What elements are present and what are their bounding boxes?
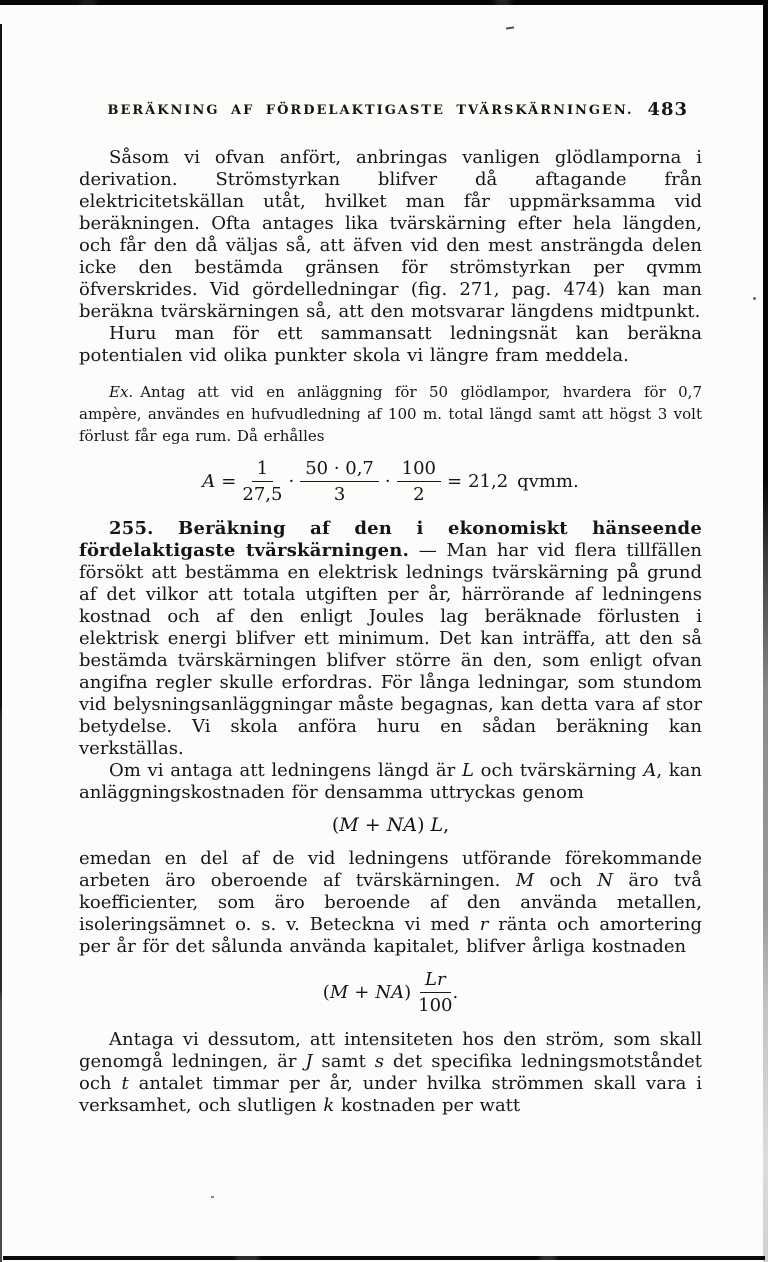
text-segment: Antaga vi dessutom, att intensiteten hos den ström, som skall genomgå ledningen, är (79, 1029, 702, 1072)
equals-sign: = (221, 471, 237, 492)
math-var-k: k (323, 1095, 335, 1116)
fraction-numerator: 100 (397, 458, 441, 482)
page-content (79, 99, 703, 1117)
math-var-M: M (515, 870, 535, 891)
scan-edge-left (0, 24, 2, 1262)
formula-result-value: 21,2 (468, 471, 509, 492)
math-var-t: t (121, 1073, 129, 1094)
paragraph-length-assumption (79, 760, 702, 804)
text-segment: Om vi antaga att ledningens längd är (109, 760, 462, 781)
fraction-numerator: 1 (252, 458, 273, 482)
formula-annual-cost (79, 969, 702, 1016)
math-var-A: A (643, 760, 657, 781)
fraction-denominator: 100 (418, 995, 453, 1016)
scan-edge-bottom (3, 1256, 765, 1260)
math-var-N: N (597, 870, 614, 891)
fraction-numerator: 50 · 0,7 (300, 458, 379, 482)
multiplication-dot: · (288, 471, 295, 492)
running-header (79, 99, 702, 125)
fraction (397, 458, 441, 505)
math-var-M: M (329, 982, 349, 1003)
scan-edge-right (763, 0, 768, 1262)
text-segment: ränta och amortering per år för det sålunda använda kapitalet, blifver årliga kostnaden (79, 914, 702, 957)
math-var-A: A (202, 471, 216, 492)
running-header-title: BERÄKNING AF FÖRDELAKTIGASTE TVÄRSKÄRNINGEN. (107, 103, 634, 118)
text-segment: , kan anläggningskostnaden för densamma uttryckas genom (79, 760, 702, 803)
math-var-r: r (479, 914, 489, 935)
math-var-NA: NA (386, 814, 418, 836)
text-segment: samt (312, 1051, 375, 1072)
page-number: 483 (647, 99, 688, 120)
paragraph-lamps-derivation: Såsom vi ofvan anfört, anbringas vanligen glödlamporna i derivation. Strömstyrkan blifver då aftagande från elektricitetskällan utåt, hvilket man får uppmärksamma vid beräkningen. Ofta antages lika tvärskärning efter hela längden, och får den då väljas så, att äfven vid den mest ansträngda delen icke den bestämda gränsen för strömstyrkan per qvmm öfverskrides. Vid gördelledningar (fig. 271, pag. 474) kan man beräkna tvärskärningen så, att den motsvarar längdens midtpunkt. (79, 147, 702, 322)
scan-edge-top (0, 0, 768, 5)
text-segment: emedan en del af de vid ledningens utförande förekommande arbeten äro oberoende af tvärskärningen. (79, 848, 702, 891)
text-segment: kostnaden per watt (334, 1095, 521, 1116)
math-var-L: L (461, 760, 474, 781)
math-var-NA: NA (375, 982, 405, 1003)
paren-open: ( (331, 814, 340, 836)
section-paragraph-255 (79, 518, 702, 760)
plus-sign: + (354, 982, 370, 1003)
paren-open: ( (322, 982, 330, 1003)
scan-speck (753, 297, 756, 300)
text-segment: äro två koefficienter, som äro beroende af den använda metallen, isoleringsämnet o. s. v. Beteckna vi med (79, 870, 702, 935)
section-dash: — (409, 540, 447, 561)
scan-speck (211, 1196, 214, 1198)
math-var-M: M (339, 814, 359, 836)
scan-speck (506, 26, 514, 29)
formula-installation-cost (79, 813, 702, 837)
fraction (418, 969, 452, 1016)
math-var-J: J (305, 1051, 313, 1072)
math-var-s: s (374, 1051, 384, 1072)
fraction-denominator: 2 (413, 484, 425, 505)
math-var-L: L (430, 814, 444, 836)
fraction (300, 458, 379, 505)
formula-cross-section-calculation (79, 458, 702, 505)
comma: , (443, 814, 450, 836)
text-segment: antalet timmar per år, under hvilka strömmen skall vara i verksamhet, och slutligen (79, 1073, 703, 1116)
fraction-numerator: Lr (420, 969, 451, 993)
fraction-denominator: 3 (333, 484, 346, 505)
paragraph-coefficients (79, 848, 702, 958)
example-paragraph (79, 381, 702, 447)
equals-sign: = (446, 471, 463, 492)
formula-unit: qvmm. (517, 471, 579, 492)
period: . (452, 982, 459, 1003)
text-segment: och tvärskärning (473, 760, 644, 781)
fraction (242, 458, 282, 505)
plus-sign: + (358, 814, 387, 836)
text-segment: och (534, 870, 598, 891)
example-text: Antag att vid en anläggning för 50 glödlampor, hvardera för 0,7 ampère, användes en hufvudledning af 100 m. total längd samt att högst 3 volt förlust får ega rum. Då erhålles (79, 383, 702, 445)
example-label: Ex. (109, 383, 134, 401)
text-segment: det specifika ledningsmotståndet och (79, 1051, 702, 1094)
paren-close: ) (417, 814, 431, 836)
multiplication-dot: · (384, 471, 391, 492)
paragraph-current-assumptions (79, 1029, 702, 1117)
section-heading: 255. Beräkning af den i ekonomiskt hänseende fördelaktigaste tvärskärningen. (79, 518, 702, 561)
paragraph-network-note: Huru man för ett sammansatt ledningsnät kan beräkna potentialen vid olika punkter skola vi längre fram meddela. (79, 323, 702, 366)
paren-close: ) (404, 982, 412, 1003)
fraction-denominator: 27,5 (242, 484, 283, 505)
section-body-text: Man har vid flera tillfällen försökt att bestämma en elektrisk lednings tvärskärning på grund af det vilkor att totala utgiften per år, härrörande af ledningens kostnad och af den enligt Joules lag beräknade förlusten i elektrisk energi blifver ett minimum. Det kan inträffa, att den så bestämda tvärskärningen blifver större än den, som enligt ofvan angifna regler skulle erfordras. För långa ledningar, som stundom vid belysningsanläggningar måste begagnas, kan detta vara af stor betydelse. Vi skola anföra huru en sådan beräkning kan verkställas. (79, 540, 702, 759)
